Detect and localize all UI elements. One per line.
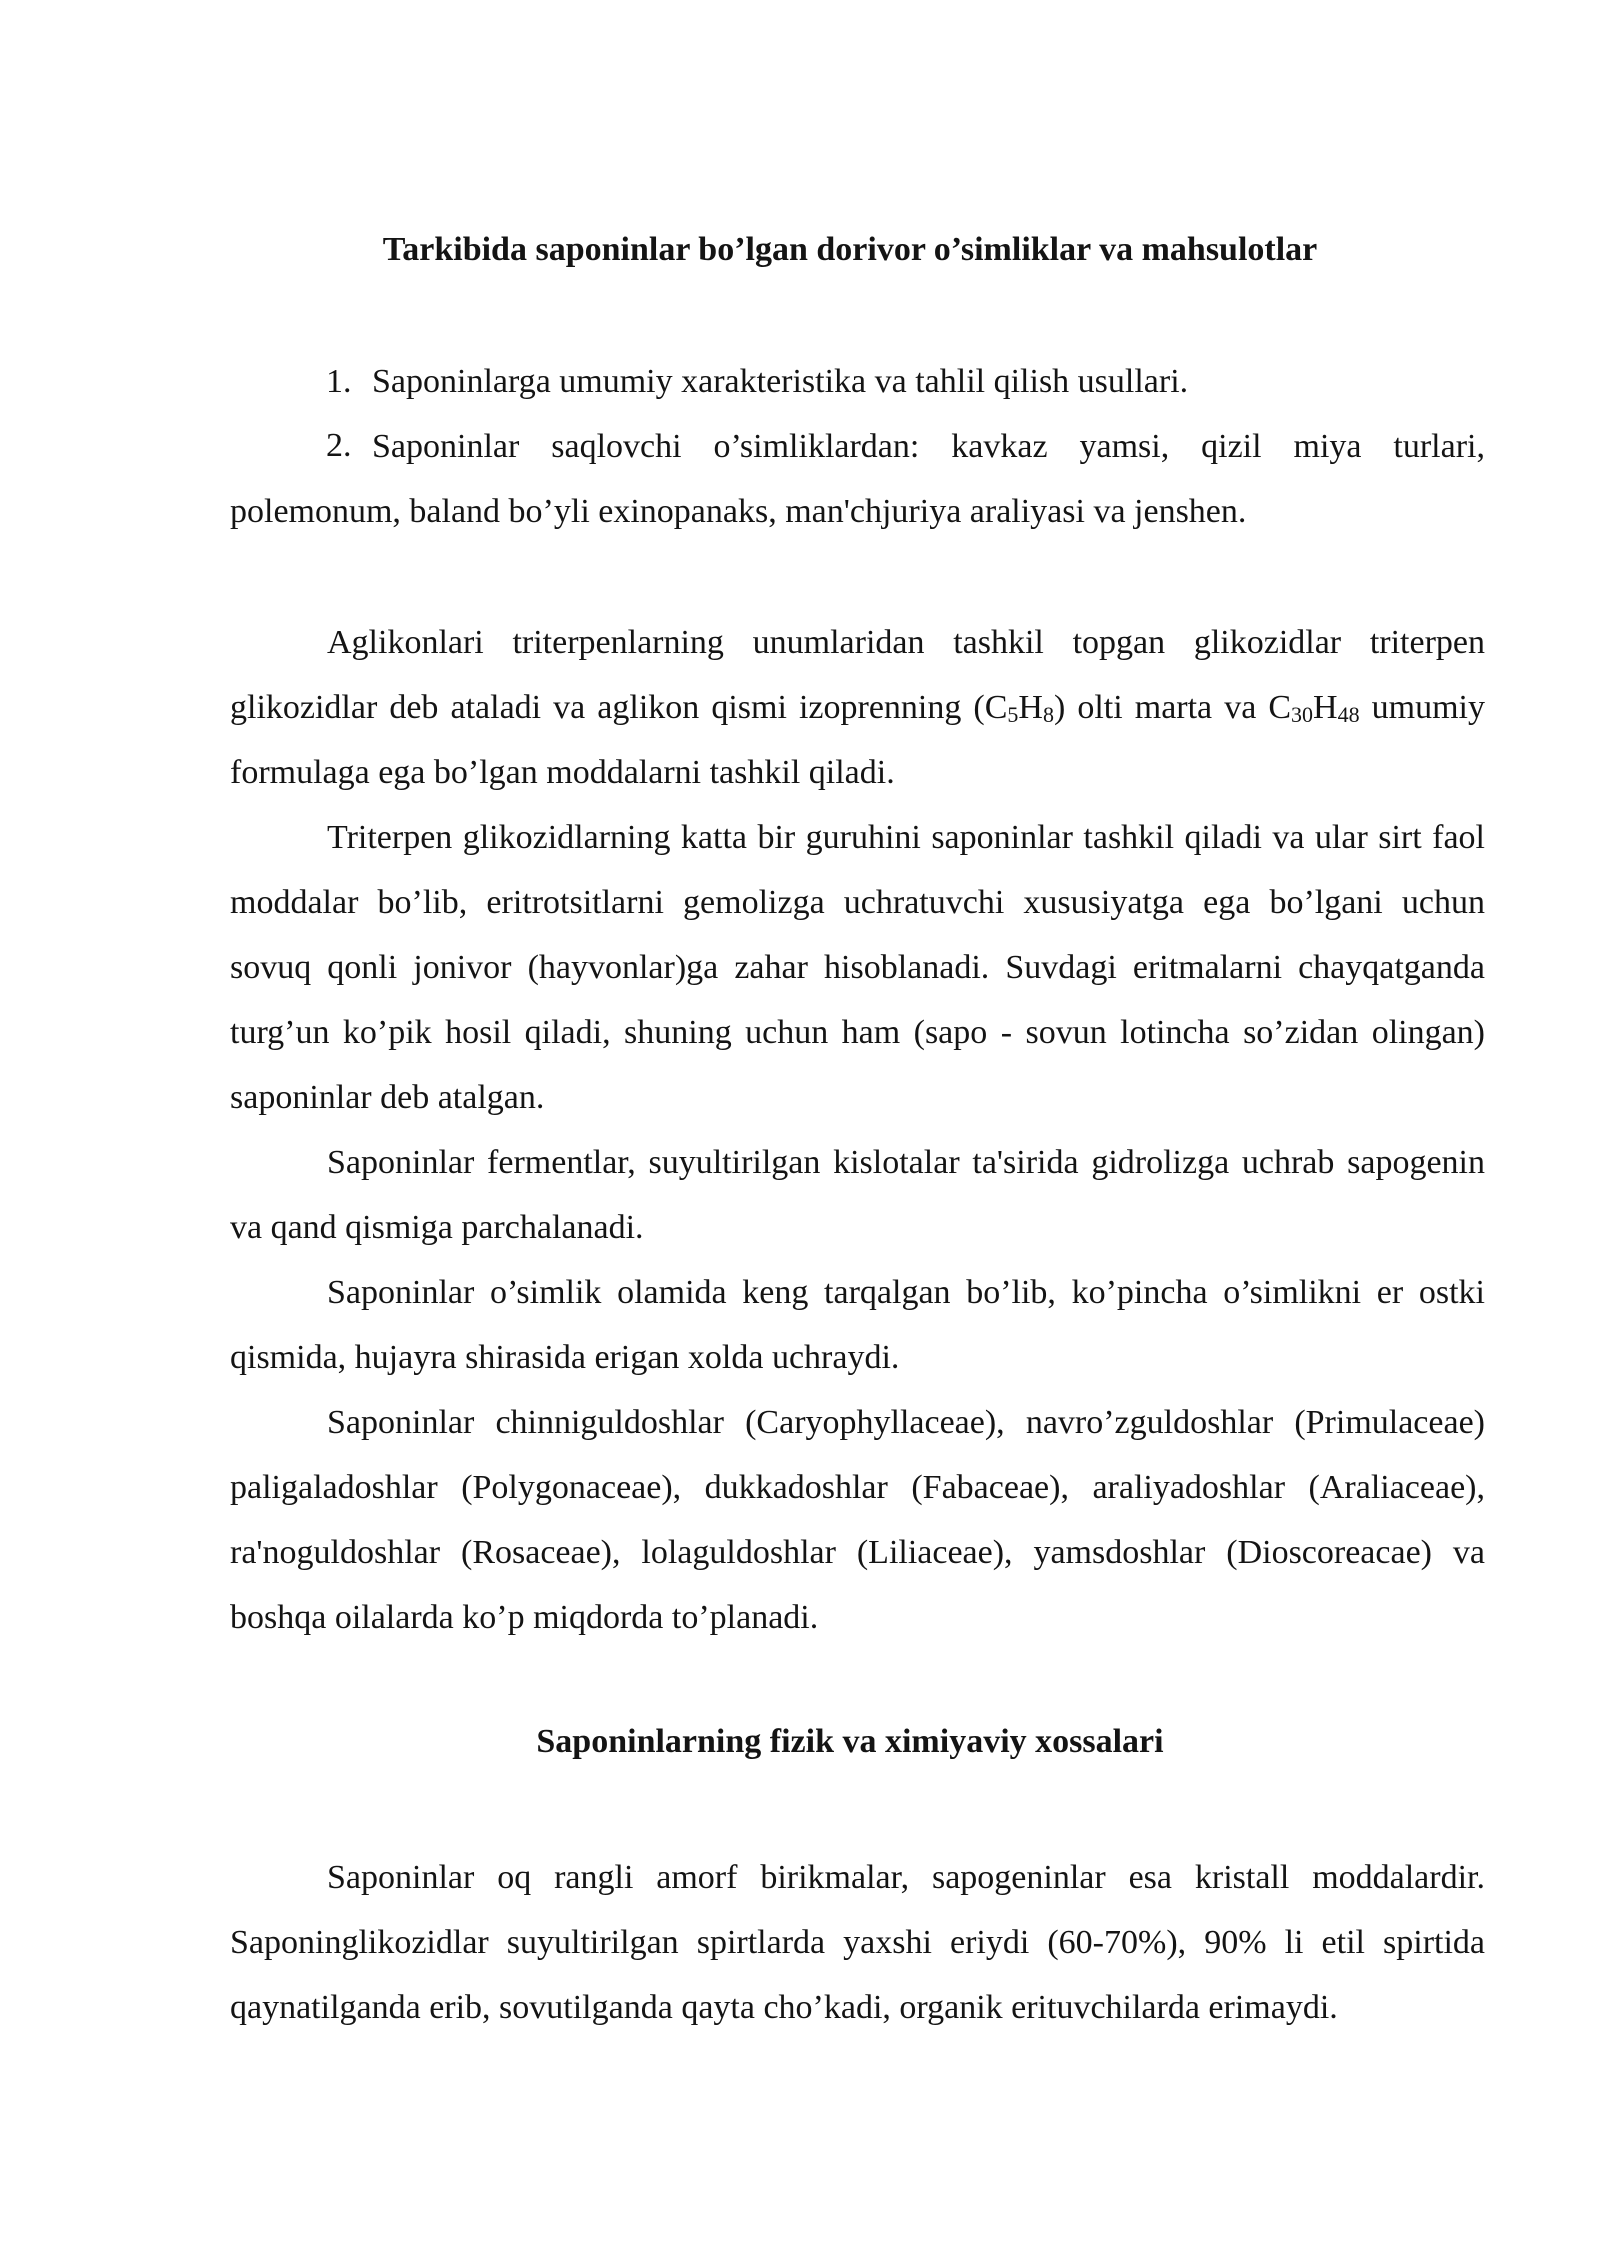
paragraph-oilalar: Saponinlar chinniguldoshlar (Caryophyllaceae), navro’zguldoshlar (Primulaceae) paligaladoshlar (Polygonaceae), dukkadoshlar (Fabaceae), araliyadoshlar (Araliaceae), ra'noguldoshlar (Rosaceae), lolaguldoshlar (Liliaceae), yamsdoshlar (Dioscoreacae) va boshqa oilalarda ko’p miqdorda to’planadi. (230, 1404, 1485, 1636)
paragraph-triterpen: Triterpen glikozidlarning katta bir guruhini saponinlar tashkil qiladi va ular sirt faol moddalar bo’lib, eritrotsitlarni gemolizga uchratuvchi xususiyatga ega bo’lgani uchun sovuq qonli jonivor (hayvonlar)ga zahar hisoblanadi. Suvdagi eritmalarni chayqatganda turg’un ko’pik hosil qiladi, shuning uchun ham (sapo - sovun lotincha so’zidan olingan) saponinlar deb atalgan. (230, 819, 1485, 1116)
paragraph-fermentlar: Saponinlar fermentlar, suyultirilgan kislotalar ta'sirida gidrolizga uchrab sapogenin va qand qismiga parchalanadi. (230, 1144, 1485, 1246)
list-item-2-number: 2. (326, 427, 352, 464)
paragraph-aglikonlari: Aglikonlari triterpenlarning unumlaridan tashkil topgan glikozidlar triterpen glikozidlar deb ataladi va aglikon qismi izoprenning $(C_5H_8)$ olti marta va $C_{30}H_{48}$ umumiy formulaga ega bo’lgan moddalarni tashkil qiladi. (230, 624, 1485, 791)
paragraph-xossalar: Saponinlar oq rangli amorf birikmalar, sapogeninlar esa kristall moddalardir. Saponinglikozidlar suyultirilgan spirtlarda yaxshi eriydi (60-70%), 90% li etil spirtida qaynatilganda erib, sovutilganda qayta cho’kadi, organik erituvchilarda erimaydi. (230, 1859, 1485, 2026)
document-title: Tarkibida saponinlar bo’lgan dorivor o’simliklar va mahsulotlar (382, 231, 1318, 268)
paragraph-tarqalgan: Saponinlar o’simlik olamida keng tarqalgan bo’lib, ko’pincha o’simlikni er ostki qismida, hujayra shirasida erigan xolda uchraydi. (230, 1274, 1485, 1376)
list-item-2-text: Saponinlar saqlovchi o’simliklardan: kavkaz yamsi, qizil miya turlari, (372, 428, 1485, 465)
list-item-1-text: Saponinlarga umumiy xarakteristika va tahlil qilish usullari. (372, 363, 1189, 400)
list-item-2-continuation: polemonum, baland bo’yli exinopanaks, man'chjuriya araliyasi va jenshen. (230, 493, 1247, 530)
section-heading-xossalari: Saponinlarning fizik va ximiyaviy xossalari (536, 1723, 1164, 1760)
list-item-1-number: 1. (326, 363, 352, 400)
